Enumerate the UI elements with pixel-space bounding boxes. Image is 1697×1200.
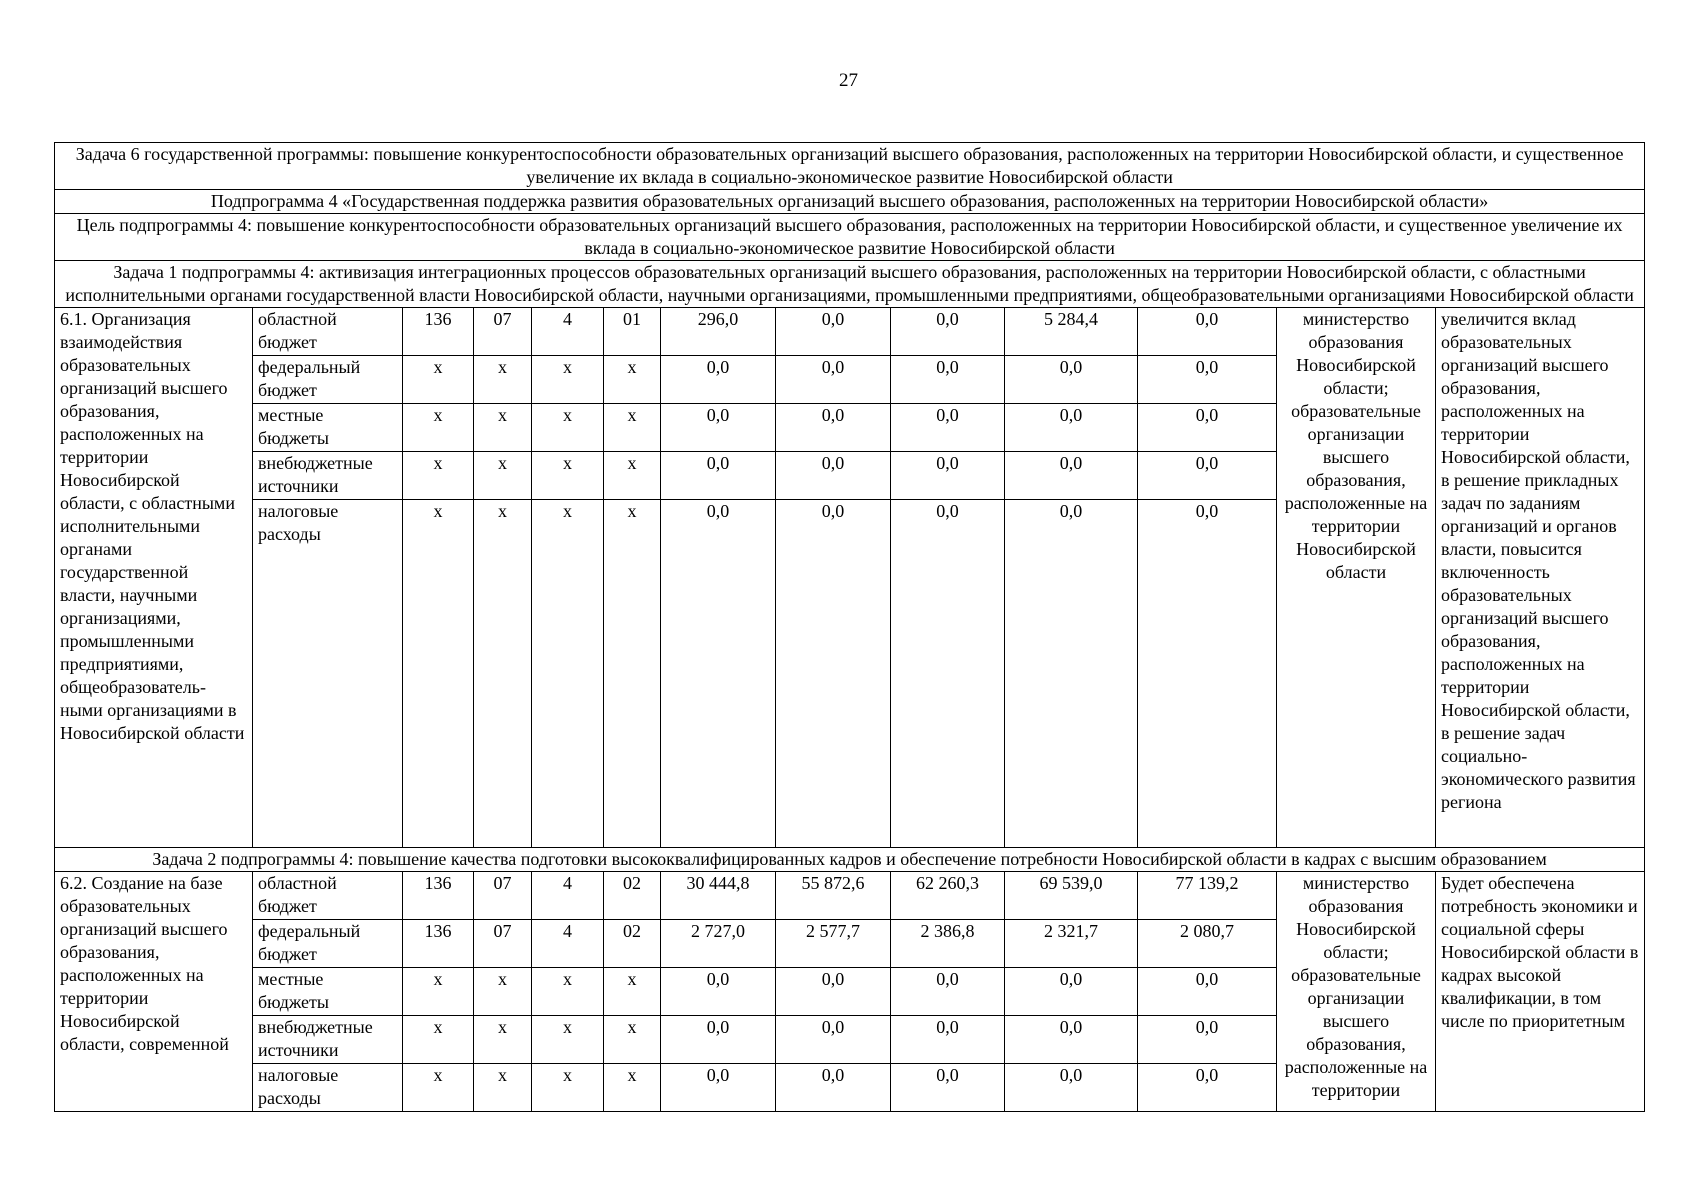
- code-cell: х: [403, 404, 474, 452]
- task6-header: Задача 6 государственной программы: повышение конкурентоспособности образовательных организаций высшего образования, расположенных на территории Новосибирской области, и существенное увеличение их вклада в социально-экономическое развитие Новосибирской области: [55, 143, 1645, 190]
- header-row-subprogram4: [55, 190, 1645, 214]
- value-cell: 0,0: [776, 968, 891, 1016]
- value-cell: 2 386,8: [891, 920, 1005, 968]
- value-cell: 0,0: [776, 500, 891, 848]
- measure-6-1-executor: министерство образования Новосибирской области; образовательные организации высшего образования, расположенные на территории Новосибирской области: [1277, 308, 1436, 848]
- code-cell: х: [604, 356, 661, 404]
- code-cell: х: [403, 1064, 474, 1112]
- value-cell: 2 727,0: [661, 920, 776, 968]
- measure-6-2-name: 6.2. Создание на базе образовательных организаций высшего образования, расположенных на территории Новосибирской области, современной: [55, 872, 253, 1112]
- header-row-task1: [55, 261, 1645, 308]
- value-cell: 55 872,6: [776, 872, 891, 920]
- value-cell: 0,0: [1005, 1016, 1138, 1064]
- value-cell: 0,0: [776, 452, 891, 500]
- code-cell: х: [474, 1016, 532, 1064]
- code-cell: х: [403, 1016, 474, 1064]
- value-cell: 0,0: [776, 1064, 891, 1112]
- value-cell: 0,0: [1138, 404, 1277, 452]
- funding-source: налоговые расходы: [253, 1064, 403, 1112]
- code-cell: 136: [403, 920, 474, 968]
- value-cell: 62 260,3: [891, 872, 1005, 920]
- subprogram4-header: Подпрограмма 4 «Государственная поддержка развития образовательных организаций высшего образования, расположенных на территории Новосибирской области»: [55, 190, 1645, 214]
- code-cell: 136: [403, 872, 474, 920]
- code-cell: х: [604, 404, 661, 452]
- table-row: [55, 308, 1645, 356]
- value-cell: 0,0: [1005, 1064, 1138, 1112]
- value-cell: 5 284,4: [1005, 308, 1138, 356]
- code-cell: х: [474, 452, 532, 500]
- value-cell: 0,0: [661, 452, 776, 500]
- value-cell: 0,0: [891, 308, 1005, 356]
- code-cell: х: [532, 452, 604, 500]
- task2-header: Задача 2 подпрограммы 4: повышение качества подготовки высококвалифицированных кадров и обеспечение потребности Новосибирской области в кадрах с высшим образованием: [55, 848, 1645, 872]
- value-cell: 0,0: [1138, 1064, 1277, 1112]
- code-cell: х: [474, 404, 532, 452]
- value-cell: 0,0: [661, 500, 776, 848]
- code-cell: х: [532, 1064, 604, 1112]
- code-cell: 07: [474, 872, 532, 920]
- value-cell: 0,0: [661, 356, 776, 404]
- code-cell: 4: [532, 308, 604, 356]
- value-cell: 0,0: [1138, 308, 1277, 356]
- code-cell: х: [532, 500, 604, 848]
- value-cell: 69 539,0: [1005, 872, 1138, 920]
- program-table: [54, 142, 1645, 1112]
- code-cell: х: [532, 968, 604, 1016]
- funding-source: федеральный бюджет: [253, 920, 403, 968]
- value-cell: 296,0: [661, 308, 776, 356]
- task1-header: Задача 1 подпрограммы 4: активизация интеграционных процессов образовательных организаций высшего образования, расположенных на территории Новосибирской области, с областными исполнительными органами государственной власти Новосибирской области, научными организациями, промышленными предприятиями, общеобразовательными организациями Новосибирской области: [55, 261, 1645, 308]
- value-cell: 0,0: [776, 308, 891, 356]
- goal4-header: Цель подпрограммы 4: повышение конкурентоспособности образовательных организаций высшего образования, расположенных на территории Новосибирской области, и существенное увеличение их вклада в социально-экономическое развитие Новосибирской области: [55, 214, 1645, 261]
- value-cell: 0,0: [776, 356, 891, 404]
- table-row: [55, 872, 1645, 920]
- measure-6-1-result: увеличится вклад образовательных организаций высшего образования, расположенных на территории Новосибирской области, в решение прикладных задач по заданиям организаций и органов власти, повысится включенность образовательных организаций высшего образования, расположенных на территории Новосибирской области, в решение задач социально-экономического развития региона: [1436, 308, 1645, 848]
- value-cell: 2 577,7: [776, 920, 891, 968]
- value-cell: 0,0: [891, 500, 1005, 848]
- code-cell: 4: [532, 872, 604, 920]
- funding-source: местные бюджеты: [253, 968, 403, 1016]
- value-cell: 0,0: [661, 1064, 776, 1112]
- funding-source: внебюджетные источники: [253, 1016, 403, 1064]
- funding-source: областной бюджет: [253, 872, 403, 920]
- code-cell: 07: [474, 308, 532, 356]
- code-cell: 07: [474, 920, 532, 968]
- header-row-goal4: [55, 214, 1645, 261]
- value-cell: 0,0: [891, 404, 1005, 452]
- code-cell: х: [474, 500, 532, 848]
- page-number: 27: [839, 70, 858, 91]
- value-cell: 0,0: [776, 1016, 891, 1064]
- value-cell: 0,0: [891, 1016, 1005, 1064]
- value-cell: 0,0: [891, 452, 1005, 500]
- code-cell: 136: [403, 308, 474, 356]
- code-cell: х: [604, 500, 661, 848]
- measure-6-2-executor: министерство образования Новосибирской области; образовательные организации высшего образования, расположенные на территории: [1277, 872, 1436, 1112]
- value-cell: 30 444,8: [661, 872, 776, 920]
- value-cell: 0,0: [1005, 968, 1138, 1016]
- value-cell: 0,0: [1138, 968, 1277, 1016]
- code-cell: х: [532, 404, 604, 452]
- code-cell: х: [604, 968, 661, 1016]
- value-cell: 0,0: [1005, 356, 1138, 404]
- funding-source: местные бюджеты: [253, 404, 403, 452]
- value-cell: 77 139,2: [1138, 872, 1277, 920]
- code-cell: х: [403, 356, 474, 404]
- funding-source: областной бюджет: [253, 308, 403, 356]
- value-cell: 0,0: [891, 356, 1005, 404]
- code-cell: 02: [604, 920, 661, 968]
- code-cell: 01: [604, 308, 661, 356]
- code-cell: х: [403, 968, 474, 1016]
- value-cell: 0,0: [891, 1064, 1005, 1112]
- header-row-task2: [55, 848, 1645, 872]
- funding-source: налоговые расходы: [253, 500, 403, 848]
- code-cell: х: [532, 356, 604, 404]
- value-cell: 0,0: [1005, 452, 1138, 500]
- code-cell: х: [532, 1016, 604, 1064]
- value-cell: 0,0: [891, 968, 1005, 1016]
- code-cell: х: [403, 452, 474, 500]
- value-cell: 2 321,7: [1005, 920, 1138, 968]
- value-cell: 0,0: [661, 968, 776, 1016]
- value-cell: 0,0: [661, 1016, 776, 1064]
- code-cell: х: [604, 452, 661, 500]
- measure-6-1-name: 6.1. Организация взаимодействия образовательных организаций высшего образования, расположенных на территории Новосибирской области, с областными исполнительными органами государственной власти, научными организациями, промышленными предприятиями, общеобразователь-ными организациями в Новосибирской области: [55, 308, 253, 848]
- funding-source: внебюджетные источники: [253, 452, 403, 500]
- code-cell: х: [604, 1064, 661, 1112]
- code-cell: х: [403, 500, 474, 848]
- code-cell: 02: [604, 872, 661, 920]
- code-cell: х: [474, 1064, 532, 1112]
- value-cell: 0,0: [1005, 500, 1138, 848]
- value-cell: 0,0: [776, 404, 891, 452]
- code-cell: х: [604, 1016, 661, 1064]
- value-cell: 0,0: [1005, 404, 1138, 452]
- value-cell: 0,0: [1138, 1016, 1277, 1064]
- value-cell: 0,0: [1138, 452, 1277, 500]
- value-cell: 0,0: [1138, 356, 1277, 404]
- value-cell: 2 080,7: [1138, 920, 1277, 968]
- value-cell: 0,0: [661, 404, 776, 452]
- header-row-task6: [55, 143, 1645, 190]
- code-cell: 4: [532, 920, 604, 968]
- code-cell: х: [474, 968, 532, 1016]
- measure-6-2-result: Будет обеспечена потребность экономики и социальной сферы Новосибирской области в кадрах высокой квалификации, в том числе по приоритетным: [1436, 872, 1645, 1112]
- code-cell: х: [474, 356, 532, 404]
- funding-source: федеральный бюджет: [253, 356, 403, 404]
- value-cell: 0,0: [1138, 500, 1277, 848]
